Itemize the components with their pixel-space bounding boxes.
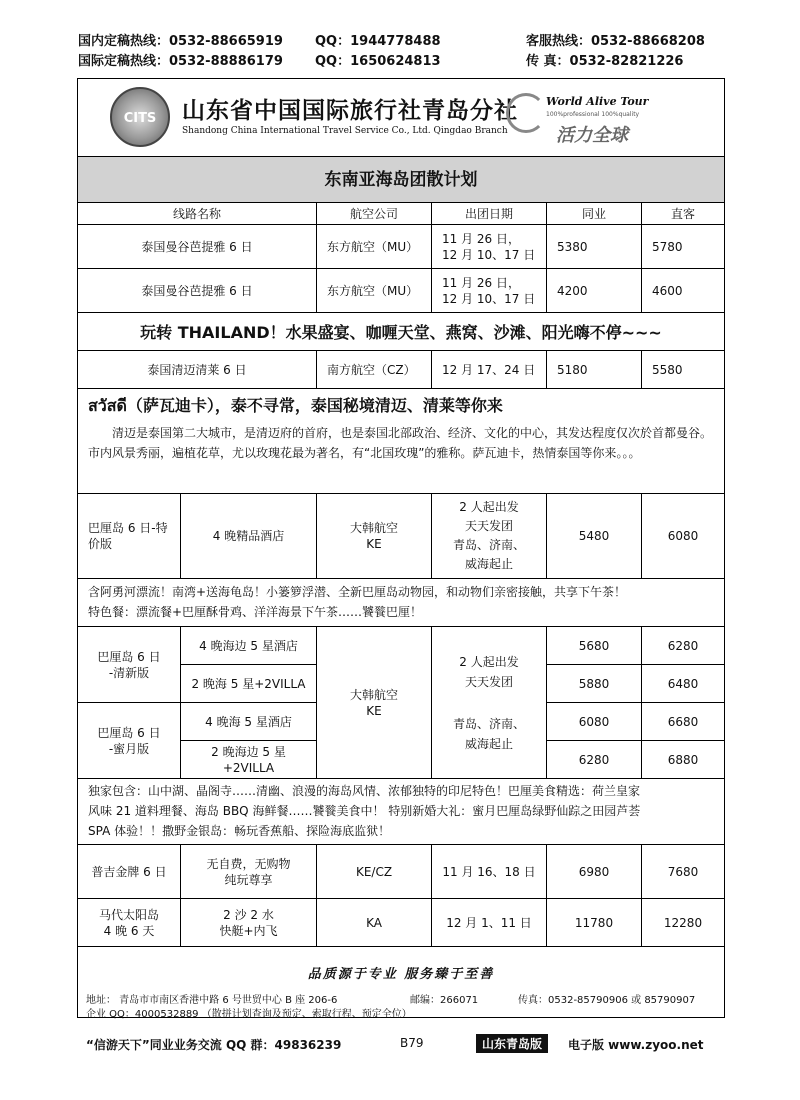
feature-line: 快艇+内飞 (219, 923, 278, 938)
retail-price: 6480 (642, 665, 724, 703)
depart-line: 天天发团 (464, 519, 513, 533)
route-name: 泰国清迈清莱 6 日 (78, 351, 317, 389)
cits-logo-icon (110, 87, 170, 147)
departure-info (432, 627, 547, 779)
col-header-trade: 同业 (547, 203, 642, 225)
trade-price: 11780 (547, 899, 642, 947)
fax-number: 传 真：0532-82821226 (526, 54, 684, 69)
depart-date (432, 269, 547, 313)
org-name-cn: 山东省中国国际旅行社青岛分社 (182, 98, 518, 124)
depart-line: 天天发团 (464, 674, 513, 689)
company-postcode: 邮编：266071 (410, 995, 479, 1006)
route-line: -清新版 (108, 665, 150, 680)
company-qq: 企业 QQ：4000532889 （散拼计划查询及预定、索取行程、预定全位） (86, 1009, 412, 1020)
qq-group: “信游天下”同业业务交流 QQ 群：49836239 (86, 1038, 342, 1052)
flyer-frame (77, 78, 725, 1018)
depart-line: 2 人起出发 (459, 654, 519, 669)
airline-line: 大韩航空 (349, 521, 398, 535)
hotel: 4 晚海 5 星酒店 (181, 703, 317, 741)
retail-price: 6280 (642, 627, 724, 665)
brand-tagline: 100%professional 100%quality (546, 111, 640, 118)
company-slogan: 品质源于专业 服务臻于至善 (307, 967, 495, 982)
hotel (181, 741, 317, 779)
airline-line: 大韩航空 (349, 687, 398, 702)
intl-hotline: 国际定稿热线：0532-88886179 (78, 54, 283, 69)
route-line: 4 晚 6 天 (103, 923, 155, 938)
feature-line: 2 沙 2 水 (223, 907, 274, 922)
page-number: B79 (400, 1036, 424, 1050)
depart-line: 威海起止 (464, 736, 513, 751)
bali-special-description (78, 579, 724, 627)
service-hotline: 客服热线：0532-88668208 (526, 34, 705, 49)
depart-date: 12 月 1、11 日 (432, 899, 547, 947)
desc-line: 特色餐：漂流餐+巴厘酥骨鸡、洋洋海景下午茶……饕餮巴厘！ (88, 605, 423, 619)
route-name (78, 494, 181, 579)
desc-line: SPA 体验！！撒野金银岛：畅玩香蕉船、探险海底监狱！ (88, 824, 391, 838)
col-header-route: 线路名称 (78, 203, 317, 225)
brand-name-cn: 活力全球 (556, 125, 628, 146)
depart-line: 2 人起出发 (459, 500, 519, 514)
airline: KA (317, 899, 432, 947)
logo-text: CITS (123, 111, 157, 126)
domestic-hotline: 国内定稿热线：0532-88665919 (78, 34, 283, 49)
route-name-fresh (78, 627, 181, 703)
col-header-date: 出团日期 (432, 203, 547, 225)
retail-price: 6680 (642, 703, 724, 741)
retail-price: 6880 (642, 741, 724, 779)
org-name-en: Shandong China International Travel Service Co., Ltd. Qingdao Branch (182, 126, 508, 136)
route-name: 普吉金牌 6 日 (78, 845, 181, 899)
route-line: -蜜月版 (108, 741, 150, 756)
retail-price: 7680 (642, 845, 724, 899)
brand-name-en: World Alive Tour (546, 95, 649, 108)
thailand-banner: 玩转 THAILAND！水果盛宴、咖喱天堂、燕窝、沙滩、阳光嗨不停~~~ (78, 313, 724, 351)
hotel: 4 晚海边 5 星酒店 (181, 627, 317, 665)
hotel: 4 晚精品酒店 (181, 494, 317, 579)
route-name: 泰国曼谷芭提雅 6 日 (78, 269, 317, 313)
trade-price: 5380 (547, 225, 642, 269)
retail-price: 12280 (642, 899, 724, 947)
trade-price: 5480 (547, 494, 642, 579)
edition-badge: 山东青岛版 (476, 1034, 548, 1053)
trade-price: 5180 (547, 351, 642, 389)
trade-price: 4200 (547, 269, 642, 313)
trade-price: 6980 (547, 845, 642, 899)
airline: 东方航空（MU） (317, 225, 432, 269)
retail-price: 5580 (642, 351, 724, 389)
page-footer (78, 1034, 720, 1054)
desc-line: 含阿勇河漂流！南湾+送海龟岛！小篓箩浮潜、全新巴厘岛动物园，和动物们亲密接触，共享下午茶！ (88, 585, 627, 599)
chiangmai-section (78, 389, 724, 494)
feature-line: 无自费，无购物 (206, 856, 291, 871)
hotel: 2 晚海 5 星+2VILLA (181, 665, 317, 703)
depart-date (432, 225, 547, 269)
trade-price: 6280 (547, 741, 642, 779)
trade-price: 5880 (547, 665, 642, 703)
company-fax: 传真：0532-85790906 或 85790907 (518, 995, 696, 1006)
date-line: 11 月 26 日， (442, 231, 520, 246)
trade-price: 5680 (547, 627, 642, 665)
depart-line: 威海起止 (464, 557, 513, 571)
airline: 南方航空（CZ） (317, 351, 432, 389)
route-line: 价版 (88, 537, 113, 551)
hotel-line: +2VILLA (222, 760, 275, 775)
airline: 东方航空（MU） (317, 269, 432, 313)
chiangmai-description: 清迈是泰国第二大城市，是清迈府的首府，也是泰国北部政治、经济、文化的中心，其发达程度仅次於首都曼谷。市内风景秀丽，遍植花草，尤以玫瑰花最为著名，有“北国玫瑰”的雅称。萨瓦迪卡，热情泰国等你来。。。 (88, 426, 713, 460)
col-header-retail: 直客 (642, 203, 724, 225)
depart-date: 11 月 16、18 日 (432, 845, 547, 899)
company-header (78, 79, 724, 157)
date-line: 11 月 26 日， (442, 275, 520, 290)
depart-line: 青岛、济南、 (452, 538, 525, 552)
depart-line: 青岛、济南、 (452, 716, 525, 731)
departure-info (432, 494, 547, 579)
route-name-honeymoon (78, 703, 181, 779)
airline-line: KE (366, 703, 382, 718)
intl-qq: QQ：1650624813 (315, 54, 441, 69)
feature (181, 899, 317, 947)
contact-header (78, 30, 718, 70)
airline: KE/CZ (317, 845, 432, 899)
brand-swirl-icon (506, 93, 546, 133)
depart-date: 12 月 17、24 日 (432, 351, 547, 389)
desc-line: 独家包含：山中湖、晶阁寺……清幽、浪漫的海岛风情、浓郁独特的印尼特色！巴厘美食精选：荷兰皇家 (88, 784, 641, 798)
chiangmai-banner: สวัสดี（萨瓦迪卡），泰不寻常，泰国秘境清迈、清莱等你来 (88, 396, 503, 415)
route-name: 泰国曼谷芭提雅 6 日 (78, 225, 317, 269)
route-name (78, 899, 181, 947)
feature-line: 纯玩尊享 (224, 872, 273, 887)
retail-price: 4600 (642, 269, 724, 313)
company-address: 地址： 青岛市市南区香港中路 6 号世贸中心 B 座 206-6 (86, 995, 338, 1006)
website-link[interactable]: 电子版 www.zyoo.net (568, 1038, 704, 1052)
retail-price: 5780 (642, 225, 724, 269)
hotel-line: 2 晚海边 5 星 (211, 744, 286, 759)
trade-price: 6080 (547, 703, 642, 741)
route-line: 巴厘岛 6 日 (97, 649, 161, 664)
feature (181, 845, 317, 899)
date-line: 12 月 10、17 日 (442, 247, 536, 262)
airline (317, 494, 432, 579)
desc-line: 风味 21 道料理餐、海岛 BBQ 海鲜餐……饕餮美食中！ 特别新婚大礼：蜜月巴厘岛绿野仙踪之田园芦荟 (88, 804, 641, 818)
route-line: 巴厘岛 6 日-特 (88, 521, 168, 535)
airline (317, 627, 432, 779)
retail-price: 6080 (642, 494, 724, 579)
bali-group-description (78, 779, 724, 845)
page-title: 东南亚海岛团散计划 (78, 157, 724, 203)
date-line: 12 月 10、17 日 (442, 291, 536, 306)
route-line: 巴厘岛 6 日 (97, 725, 161, 740)
airline-line: KE (366, 537, 382, 551)
col-header-airline: 航空公司 (317, 203, 432, 225)
route-line: 马代太阳岛 (98, 907, 159, 922)
domestic-qq: QQ：1944778488 (315, 34, 441, 49)
